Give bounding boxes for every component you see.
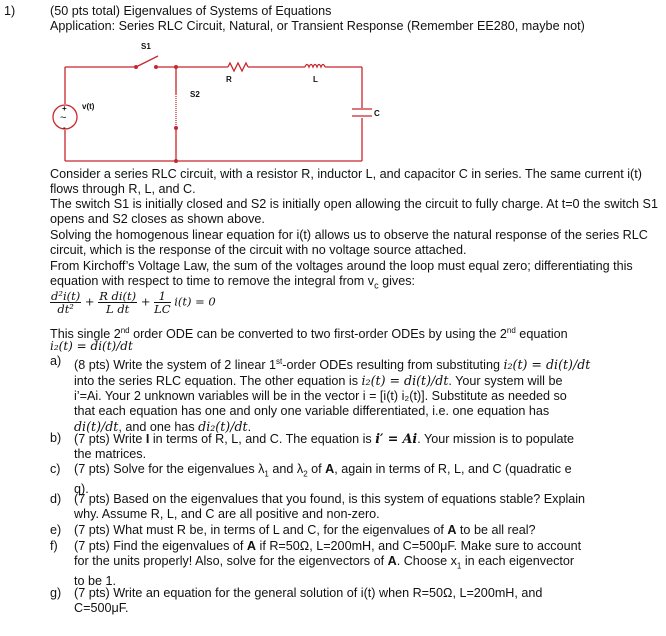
paragraph-kvl: [50, 259, 655, 294]
kvl-subscript: c: [374, 280, 379, 291]
r-label: R: [226, 75, 232, 84]
problem-title: (50 pts total) Eigenvalues of Systems of Equations: [50, 4, 332, 18]
item-c: c) (7 pts) Solve for the eigenvalues $\lambda_1$ and $\lambda_2$ of A, again in terms of R, L, and C (quadratic e q).: [50, 462, 572, 496]
item-e: e) (7 pts) What must R be, in terms of L and C, for the eigenvalues of A to be all real?: [50, 523, 536, 537]
application-line: Application: Series RLC Circuit, Natural, or Transient Response (Remember EE280, maybe not): [50, 19, 585, 33]
source-plus: +: [62, 104, 67, 113]
item-e-label: e): [50, 523, 62, 537]
s1-contact-right: [154, 65, 158, 69]
eq-tail: i(t) = 0: [174, 294, 216, 309]
source-minus: -: [63, 123, 66, 132]
item-c-label: c): [50, 462, 61, 476]
paragraph-homogenous: Solving the homogenous linear equation for i(t) allows us to observe the natural response of the series RLC circuit, which is the response of the circuit with no voltage source attached.: [50, 228, 648, 257]
eq-term-3: $\frac{1}{LC}$: [154, 289, 171, 316]
item-a: a) (8 pts) Write the system of 2 linear 1st-order ODEs resulting from substituting i₂(t) = di(t)/dt into the series RLC equation. The other equation is i₂(t) = di(t)/dt. Your system will be i’=Ai. Your 2 unknown variables will be in the vector i = [i(t) i₂(t)]. Substitute as needed so that each equation has one and only one variable differentiated, i.e. one equation has di(t)/dt, and one has di₂(t)/dt.: [50, 354, 591, 435]
s1-contact-left: [134, 65, 138, 69]
single-order-line: This single 2nd order ODE can be converted to two first-order ODEs by using the 2nd equation: [50, 326, 568, 342]
eq-term-2: $\frac{\text{R di(t)}}{\text{L dt}}$: [99, 289, 137, 316]
paragraph-switches: The switch S1 is initially closed and S2 is initially open allowing the circuit to fully charge. At t=0 the switch S1 opens and S2 closes as shown above.: [50, 197, 658, 226]
c-label: C: [374, 109, 380, 118]
s2-contact: [174, 126, 178, 130]
s2-label: S2: [190, 90, 200, 99]
paragraph-intro: Consider a series RLC circuit, with a resistor R, inductor L, and capacitor C in series. The same current i(t) flows through R, L, and C.: [50, 167, 642, 196]
kvl-text: From Kirchoff’s Voltage Law, the sum of the voltages around the loop must equal zero; differentiating this equation with respect to time to remove the integral from v: [50, 259, 633, 288]
item-g: g) (7 pts) Write an equation for the general solution of i(t) when R=50Ω, L=200mH, and C=500μF.: [50, 586, 543, 615]
eq-plus-2: +: [140, 294, 151, 309]
item-b: b) (7 pts) Write I in terms of R, L, and C. The equation is i′ = Ai. Your mission is to populate the matrices.: [50, 431, 575, 461]
eq-plus-1: +: [84, 294, 95, 309]
resistor-symbol: [228, 63, 248, 71]
item-d-label: d): [50, 492, 62, 506]
s1-switch-blade: [136, 56, 158, 67]
item-f: f) (7 pts) Find the eigenvalues of A if R=50Ω, L=200mH, and C=500μF. Make sure to account for the units properly! Also, solve for the eigenvectors of A. Choose $x_1$ in each eigenvector to be 1.: [50, 539, 582, 588]
item-d: d) (7 pts) Based on the eigenvalues that you found, is this system of equations stable? Explain why. Assume R, L, and C are all positive and non-zero.: [50, 492, 586, 521]
kvl-tail: gives:: [378, 274, 415, 288]
eq-term-1: $\frac{\text{d²i(t)}}{\text{dt²}}$: [51, 289, 81, 316]
s1-label: S1: [141, 42, 151, 51]
source-label: v(t): [82, 102, 95, 111]
s2-node-top: [174, 65, 178, 69]
item-f-label: f): [50, 539, 58, 553]
inductor-symbol: [305, 65, 325, 68]
item-b-label: b): [50, 431, 62, 445]
s2-node-bottom: [174, 159, 178, 163]
source-wave-icon: ~: [60, 112, 67, 124]
l-label: L: [313, 75, 318, 84]
i2-definition: i₂(t) = di(t)/dt: [50, 339, 133, 353]
item-a-label: a): [50, 354, 62, 368]
rlc-circuit-diagram: [0, 0, 666, 170]
problem-number: 1): [4, 4, 16, 18]
rlc-differential-equation: [50, 290, 216, 315]
item-g-label: g): [50, 586, 62, 600]
